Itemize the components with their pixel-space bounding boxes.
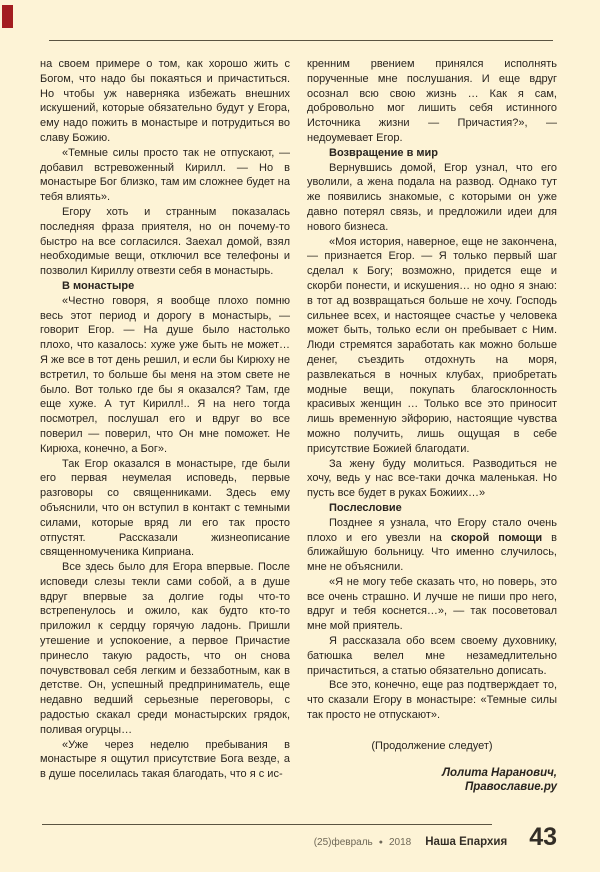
article-body [40,57,557,795]
paragraph: «Уже через неделю пребывания в монастыре я ощутил присутствие Бога везде, а в душе поселилась такая благодать, что я с ис- [40,738,290,781]
source-byline: Православие.ру [464,781,557,794]
paragraph: Так Егор оказался в монастыре, где были его первая неумелая исповедь, первые разговоры со священниками. Здесь ему объяснили, что он вступил в контакт с темными силами, которые вряд ли его так просто отпустят. Рассказали жизнеописание священномученика Киприана. [40,457,290,559]
author-byline: Лолита Наранович, [442,766,557,779]
section-heading-afterword: Послесловие [329,501,402,514]
paragraph: «Темные силы просто так не отпускают, — добавил встревоженный Кирилл. — Но в монастыре Бог близко, там им сложнее будет на тебя влиять». [40,146,290,204]
magazine-title: Наша Епархия [425,836,508,848]
right-column [307,57,557,795]
section-heading-monastery: В монастыре [62,279,135,292]
continuation-note: (Продолжение следует) [371,739,493,752]
section-heading-return: Возвращение в мир [329,146,439,159]
year-label: 2018 [389,837,412,848]
issue-label: (25)февраль [313,837,373,848]
left-column [40,57,290,795]
paragraph: Егору хоть и странным показалась последняя фраза приятеля, но он почему-то быстро на все согласился. Заехал домой, взял необходимые вещи, отключил все телефоны и позволил Кириллу отвезти себя в монастырь. [40,205,290,278]
paragraph: «Я не могу тебе сказать что, но поверь, это все очень страшно. И лучше не пиши про него, вдруг и тебя коснется…», — так посоветовал мне мой приятель. [307,575,557,633]
header-rule [49,40,553,41]
paragraph: Все здесь было для Егора впервые. После исповеди слезы текли сами собой, а в душе вдруг впервые за долгие годы что-то встрепенулось и ожило, как будто кто-то приложил к сердцу горячую ладонь. Пришли утешение и успокоение, а первое Причастие принесло такую радость, что он снова почувствовал себя легким и беззаботным, как в детстве. Он, успешный предприниматель, еще недавно ведший серьезные переговоры, с радостью скакал среди монастырских грядок, поливая огурцы… [40,561,290,736]
paragraph: Я рассказала обо всем своему духовнику, батюшка велел мне незамедлительно причаститься, а статью обязательно дописать. [307,635,557,677]
paragraph [307,516,557,575]
paragraph: «Честно говоря, я вообще плохо помню весь этот период и дорогу в монастырь, — говорит Егор. — На душе было настолько плохо, что казалось: хуже уже быть не может… Я же все в тот день решил, и если бы Кирюху не встретил, то больше бы меня на этом свете не было. Вот только где бы я оказался? Там, где еще хуже. А тут Кирилл!.. Я на него тогда посмотрел, послушал его и вдруг во все поверил — поверил, что Он мне поможет. Не Кирюха, конечно, а Бог». [40,294,290,455]
paragraph: «Моя история, наверное, еще не закончена, — признается Егор. — Я только первый шаг сделал к Богу; возможно, придется еще и скорби понести, и искушения… но одно я знаю: в тот ад возвращаться больше не хочу. Господь сильнее всех, и настоящее счастье у человека может быть, только если он пребывает с Ним. Люди стремятся заработать как можно больше денег, съездить отдохнуть на моря, развлекаться в ночных клубах, приобретать модные вещи, покупать благосклонность красивых женщин … Только все это приносит лишь временную эйфорию, настоящие чувства можно получить, лишь ощущая в себе присутствие Божией благодати. [307,235,557,455]
paragraph-text: Позднее я узнала, что Егору стало очень плохо и его увезли на [307,516,557,544]
paragraph: Вернувшись домой, Егор узнал, что его уволили, а жена подала на развод. Однако тут же появились знакомые, с которыми он уже давно потерял связь, и предложили идеи для нового бизнеса. [307,161,557,233]
paragraph: на своем примере о том, как хорошо жить с Богом, что надо бы покаяться и причаститься. Но чтобы уж наверняка избежать внешних искушений, которые обязательно будут у Егора, ему надо пожить в монастыре и потрудиться во славу Божию. [40,58,290,144]
page-number: 43 [529,823,557,851]
paragraph: кренним рвением принялся исполнять порученные мне послушания. И еще вдруг осознал всю свою жизнь … Как я сам, добровольно мог лишить себя истинного Источника жизни — Причастия?», — недоумевает Егор. [307,58,557,144]
page-edge-mark [2,5,13,28]
paragraph: Все это, конечно, еще раз подтверждает то, что сказали Егору в монастыре: «Темные силы так просто не отпускают». [307,679,557,722]
page-footer [42,825,557,850]
bold-phrase: скорой помощи [450,531,543,544]
paragraph-text: в ближайшую больницу. Что именно случилось, мне не объяснили. [307,531,557,574]
bullet-separator: ● [378,839,383,846]
paragraph: За жену буду молиться. Разводиться не хочу, ведь у нас все-таки дочка маленькая. Но пусть все будет в руках Божиих…» [307,457,557,500]
